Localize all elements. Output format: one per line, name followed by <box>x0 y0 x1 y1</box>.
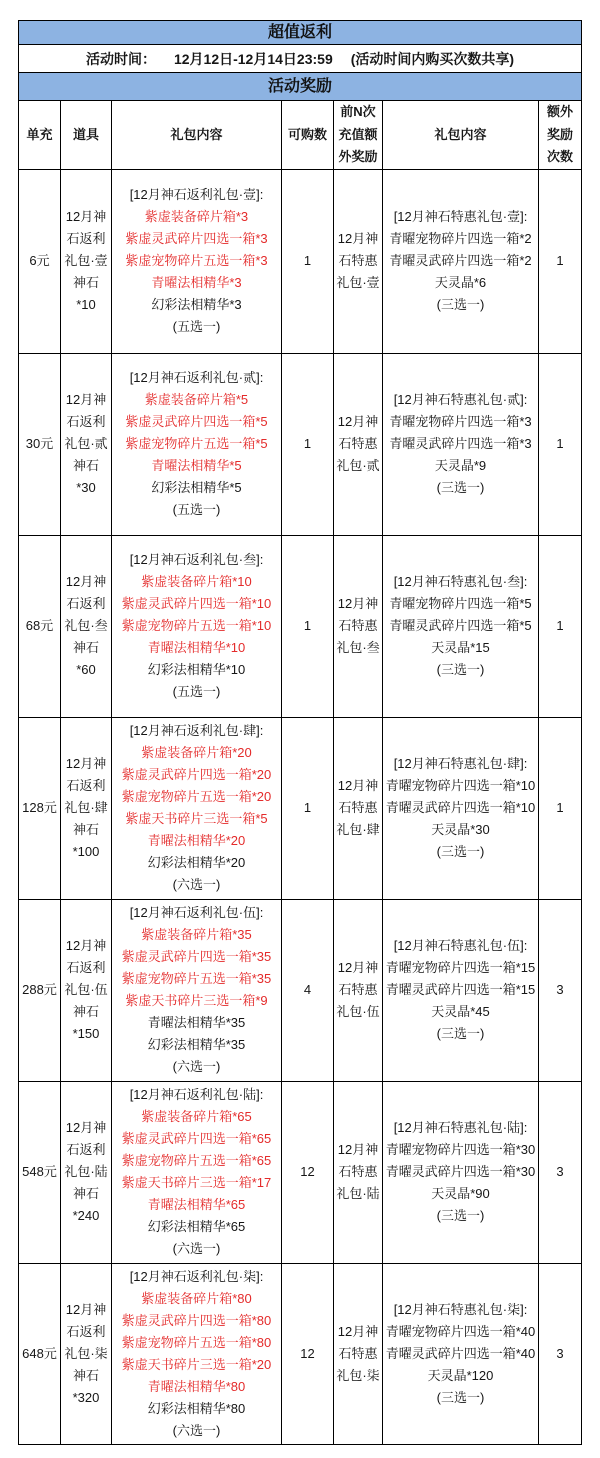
table-row <box>19 1263 582 1444</box>
purchasable-count: 1 <box>282 717 334 899</box>
bonus-pack-name-line: 12月神 <box>337 960 379 975</box>
bonus-pack-title: [12月神石特惠礼包·壹]: <box>393 209 528 224</box>
table-row <box>19 535 582 717</box>
bonus-pack-choice-note: (三选一) <box>436 1026 485 1041</box>
item-line: 石返利 <box>66 1142 106 1157</box>
purchasable-count: 1 <box>282 535 334 717</box>
item-line: *240 <box>72 1208 100 1223</box>
bonus-pack-item: 天灵晶*120 <box>427 1367 494 1383</box>
header-bonus-pack <box>334 101 383 170</box>
bonus-pack-name-line: 石特惠 <box>338 800 378 815</box>
section-banner: 活动奖励 <box>19 73 582 101</box>
item-line: 礼包·陆 <box>64 1164 108 1179</box>
pack-contents-cell <box>112 899 282 1081</box>
item-line: 礼包·叁 <box>64 618 108 633</box>
bonus-pack-contents-cell <box>383 717 539 899</box>
header-purchasable: 可购数 <box>282 101 334 170</box>
item-line: 石返利 <box>66 778 106 793</box>
bonus-pack-item: 青曜灵武碎片四选一箱*3 <box>389 436 532 451</box>
item-line: 礼包·贰 <box>64 436 108 451</box>
pack-item: 幻彩法相精华*65 <box>147 1219 246 1234</box>
item-line: 神石 <box>72 458 99 473</box>
pack-item: 青曜法相精华*5 <box>151 458 242 473</box>
bonus-pack-name-line: 石特惠 <box>338 253 378 268</box>
pack-item: 紫虚装备碎片箱*35 <box>141 927 252 942</box>
item-line: 12月神 <box>65 1120 107 1135</box>
bonus-pack-item: 青曜宠物碎片四选一箱*10 <box>385 778 536 793</box>
item-line: 礼包·伍 <box>64 982 108 997</box>
bonus-pack-title: [12月神石特惠礼包·伍]: <box>393 938 528 953</box>
header-extra-times-line: 奖励 <box>547 126 574 142</box>
bonus-pack-name-cell <box>334 1081 383 1263</box>
table-row <box>19 717 582 899</box>
bonus-pack-item: 青曜灵武碎片四选一箱*2 <box>389 253 532 268</box>
bonus-pack-name-line: 礼包·柒 <box>336 1367 380 1383</box>
bonus-pack-item: 天灵晶*45 <box>431 1004 490 1019</box>
bonus-pack-name-line: 12月神 <box>337 778 379 793</box>
bonus-pack-name-line: 12月神 <box>337 596 379 611</box>
bonus-pack-item: 青曜灵武碎片四选一箱*30 <box>385 1164 536 1179</box>
pack-item: 紫虚灵武碎片四选一箱*5 <box>125 414 268 429</box>
pack-choice-note: (六选一) <box>172 1241 221 1256</box>
extra-reward-times: 3 <box>539 1263 582 1444</box>
pack-item: 紫虚宠物碎片五选一箱*35 <box>121 971 272 986</box>
pack-item: 幻彩法相精华*5 <box>151 480 242 495</box>
title-banner: 超值返利 <box>19 21 582 45</box>
extra-reward-times: 1 <box>539 717 582 899</box>
pack-item: 紫虚宠物碎片五选一箱*5 <box>125 436 268 451</box>
pack-title: [12月神石返利礼包·壹]: <box>129 187 264 202</box>
bonus-pack-name-line: 12月神 <box>337 1323 379 1339</box>
pack-choice-note: (五选一) <box>172 319 221 334</box>
item-cell <box>61 717 112 899</box>
header-bonus-contents: 礼包内容 <box>383 101 539 170</box>
item-line: 12月神 <box>65 756 107 771</box>
bonus-pack-item: 天灵晶*30 <box>431 822 490 837</box>
pack-choice-note: (六选一) <box>172 1059 221 1074</box>
item-cell <box>61 353 112 535</box>
pack-item: 紫虚装备碎片箱*10 <box>141 574 252 589</box>
pack-item: 紫虚灵武碎片四选一箱*80 <box>121 1312 272 1328</box>
table-row <box>19 899 582 1081</box>
bonus-pack-item: 青曜宠物碎片四选一箱*40 <box>385 1323 536 1339</box>
pack-contents-cell <box>112 1081 282 1263</box>
event-time-range: 12月12日-12月14日23:59 <box>173 50 333 67</box>
pack-title: [12月神石返利礼包·柒]: <box>129 1268 264 1284</box>
section-row <box>19 73 582 101</box>
pack-item: 紫虚天书碎片三选一箱*9 <box>125 993 268 1008</box>
header-item: 道具 <box>61 101 112 170</box>
bonus-pack-name-cell <box>334 169 383 353</box>
pack-title: [12月神石返利礼包·叁]: <box>129 552 264 567</box>
bonus-pack-item: 青曜宠物碎片四选一箱*15 <box>385 960 536 975</box>
pack-item: 紫虚天书碎片三选一箱*20 <box>121 1356 272 1372</box>
pack-item: 青曜法相精华*20 <box>147 833 246 848</box>
bonus-pack-name-line: 礼包·肆 <box>336 822 380 837</box>
bonus-pack-contents-cell <box>383 899 539 1081</box>
purchasable-count: 12 <box>282 1081 334 1263</box>
bonus-pack-name-line: 石特惠 <box>338 982 378 997</box>
table-header-block <box>19 21 582 170</box>
pack-item: 紫虚宠物碎片五选一箱*80 <box>121 1334 272 1350</box>
bonus-pack-name-line: 12月神 <box>337 414 379 429</box>
table-row <box>19 1081 582 1263</box>
header-extra-times-line: 额外 <box>547 104 574 119</box>
bonus-pack-item: 青曜宠物碎片四选一箱*5 <box>389 596 532 611</box>
pack-item: 紫虚天书碎片三选一箱*17 <box>121 1175 272 1190</box>
event-time-note: (活动时间内购买次数共享) <box>350 50 515 67</box>
event-time-cell <box>19 45 582 73</box>
pack-item: 紫虚装备碎片箱*3 <box>144 209 249 224</box>
bonus-pack-item: 青曜宠物碎片四选一箱*30 <box>385 1142 536 1157</box>
item-line: 神石 <box>72 1004 99 1019</box>
bonus-pack-item: 青曜宠物碎片四选一箱*2 <box>389 231 532 246</box>
bonus-pack-choice-note: (三选一) <box>436 1389 485 1405</box>
bonus-pack-choice-note: (三选一) <box>436 844 485 859</box>
header-extra-times-line: 次数 <box>547 149 574 164</box>
extra-reward-times: 3 <box>539 1081 582 1263</box>
bonus-pack-item: 青曜灵武碎片四选一箱*10 <box>385 800 536 815</box>
extra-reward-times: 1 <box>539 353 582 535</box>
pack-item: 幻彩法相精华*3 <box>151 297 242 312</box>
item-line: 礼包·壹 <box>64 253 108 268</box>
pack-item: 幻彩法相精华*10 <box>147 662 246 677</box>
bonus-pack-name-line: 12月神 <box>337 1142 379 1157</box>
reward-rows <box>19 169 582 1444</box>
item-line: 神石 <box>72 1186 99 1201</box>
bonus-pack-choice-note: (三选一) <box>436 297 485 312</box>
pack-contents-cell <box>112 1263 282 1444</box>
bonus-pack-name-line: 12月神 <box>337 231 379 246</box>
extra-reward-times: 1 <box>539 169 582 353</box>
pack-item: 紫虚宠物碎片五选一箱*20 <box>121 789 272 804</box>
bonus-pack-item: 天灵晶*9 <box>434 458 487 473</box>
pack-item: 青曜法相精华*65 <box>147 1197 246 1212</box>
bonus-pack-name-line: 礼包·陆 <box>336 1186 380 1201</box>
pack-contents-cell <box>112 535 282 717</box>
recharge-amount: 68元 <box>19 535 61 717</box>
pack-item: 紫虚灵武碎片四选一箱*35 <box>121 949 272 964</box>
header-bonus-pack-line: 前N次 <box>340 104 376 119</box>
item-line: 神石 <box>72 822 99 837</box>
extra-reward-times: 1 <box>539 535 582 717</box>
item-cell <box>61 899 112 1081</box>
pack-item: 紫虚灵武碎片四选一箱*20 <box>121 767 272 782</box>
item-line: 12月神 <box>65 392 107 407</box>
item-line: 神石 <box>72 275 99 290</box>
item-cell <box>61 535 112 717</box>
bonus-pack-item: 青曜宠物碎片四选一箱*3 <box>389 414 532 429</box>
bonus-pack-item: 青曜灵武碎片四选一箱*40 <box>385 1345 536 1361</box>
bonus-pack-title: [12月神石特惠礼包·陆]: <box>393 1120 528 1135</box>
event-time-label: 活动时间： <box>85 50 156 67</box>
pack-contents-cell <box>112 717 282 899</box>
bonus-pack-name-line: 礼包·壹 <box>336 275 380 290</box>
bonus-pack-contents-cell <box>383 353 539 535</box>
pack-title: [12月神石返利礼包·贰]: <box>129 370 264 385</box>
pack-item: 紫虚装备碎片箱*80 <box>141 1290 252 1306</box>
bonus-pack-name-line: 石特惠 <box>338 1345 378 1361</box>
item-line: 12月神 <box>65 1301 107 1317</box>
pack-title: [12月神石返利礼包·伍]: <box>129 905 264 920</box>
recharge-amount: 548元 <box>19 1081 61 1263</box>
pack-item: 青曜法相精华*35 <box>147 1015 246 1030</box>
pack-item: 紫虚天书碎片三选一箱*5 <box>125 811 268 826</box>
bonus-pack-contents-cell <box>383 169 539 353</box>
pack-item: 紫虚装备碎片箱*65 <box>141 1109 252 1124</box>
pack-item: 紫虚灵武碎片四选一箱*3 <box>125 231 268 246</box>
bonus-pack-choice-note: (三选一) <box>436 480 485 495</box>
pack-title: [12月神石返利礼包·肆]: <box>129 723 264 738</box>
item-line: 神石 <box>72 640 99 655</box>
column-header-row <box>19 101 582 170</box>
item-cell <box>61 1263 112 1444</box>
bonus-pack-name-line: 礼包·伍 <box>336 1004 380 1019</box>
header-recharge: 单充 <box>19 101 61 170</box>
table-row <box>19 353 582 535</box>
item-line: *10 <box>76 297 96 312</box>
item-line: *150 <box>72 1026 100 1041</box>
bonus-pack-name-line: 石特惠 <box>338 618 378 633</box>
bonus-pack-title: [12月神石特惠礼包·叁]: <box>393 574 528 589</box>
bonus-pack-name-cell <box>334 353 383 535</box>
item-cell <box>61 169 112 353</box>
bonus-pack-item: 青曜灵武碎片四选一箱*15 <box>385 982 536 997</box>
bonus-pack-title: [12月神石特惠礼包·贰]: <box>393 392 528 407</box>
bonus-pack-name-line: 石特惠 <box>338 436 378 451</box>
pack-item: 紫虚灵武碎片四选一箱*10 <box>121 596 272 611</box>
bonus-pack-title: [12月神石特惠礼包·肆]: <box>393 756 528 771</box>
purchasable-count: 1 <box>282 169 334 353</box>
bonus-pack-name-line: 礼包·叁 <box>336 640 380 655</box>
bonus-pack-choice-note: (三选一) <box>436 1208 485 1223</box>
item-line: *100 <box>72 844 100 859</box>
pack-contents-cell <box>112 353 282 535</box>
extra-reward-times: 3 <box>539 899 582 1081</box>
pack-item: 紫虚宠物碎片五选一箱*10 <box>121 618 272 633</box>
item-line: 石返利 <box>66 960 106 975</box>
pack-item: 青曜法相精华*10 <box>147 640 246 655</box>
item-line: 石返利 <box>66 414 106 429</box>
header-extra-times <box>539 101 582 170</box>
item-line: *320 <box>72 1389 100 1405</box>
pack-item: 幻彩法相精华*20 <box>147 855 246 870</box>
pack-item: 青曜法相精华*3 <box>151 275 242 290</box>
bonus-pack-name-cell <box>334 535 383 717</box>
pack-choice-note: (六选一) <box>172 877 221 892</box>
header-bonus-pack-line: 充值额 <box>338 126 378 142</box>
bonus-pack-contents-cell <box>383 1263 539 1444</box>
pack-item: 紫虚宠物碎片五选一箱*3 <box>125 253 268 268</box>
bonus-pack-item: 天灵晶*15 <box>431 640 490 655</box>
item-line: 12月神 <box>65 938 107 953</box>
item-line: 石返利 <box>66 231 106 246</box>
bonus-pack-item: 天灵晶*90 <box>431 1186 490 1201</box>
pack-item: 紫虚装备碎片箱*20 <box>141 745 252 760</box>
item-line: 石返利 <box>66 596 106 611</box>
bonus-pack-choice-note: (三选一) <box>436 662 485 677</box>
purchasable-count: 4 <box>282 899 334 1081</box>
event-time-row <box>19 45 582 73</box>
recharge-amount: 648元 <box>19 1263 61 1444</box>
item-line: *60 <box>76 662 96 677</box>
pack-item: 幻彩法相精华*35 <box>147 1037 246 1052</box>
pack-choice-note: (五选一) <box>172 502 221 517</box>
pack-choice-note: (六选一) <box>172 1422 221 1438</box>
bonus-pack-name-cell <box>334 717 383 899</box>
item-cell <box>61 1081 112 1263</box>
table-row <box>19 169 582 353</box>
item-line: 神石 <box>72 1367 99 1383</box>
pack-item: 幻彩法相精华*80 <box>147 1400 246 1416</box>
bonus-pack-item: 天灵晶*6 <box>434 275 487 290</box>
bonus-pack-contents-cell <box>383 1081 539 1263</box>
purchasable-count: 1 <box>282 353 334 535</box>
bonus-pack-title: [12月神石特惠礼包·柒]: <box>393 1301 528 1317</box>
pack-choice-note: (五选一) <box>172 684 221 699</box>
recharge-amount: 128元 <box>19 717 61 899</box>
pack-contents-cell <box>112 169 282 353</box>
pack-item: 青曜法相精华*80 <box>147 1378 246 1394</box>
bonus-pack-name-cell <box>334 1263 383 1444</box>
pack-item: 紫虚灵武碎片四选一箱*65 <box>121 1131 272 1146</box>
item-line: *30 <box>76 480 96 495</box>
recharge-amount: 6元 <box>19 169 61 353</box>
bonus-pack-contents-cell <box>383 535 539 717</box>
title-row <box>19 21 582 45</box>
recharge-amount: 30元 <box>19 353 61 535</box>
bonus-pack-item: 青曜灵武碎片四选一箱*5 <box>389 618 532 633</box>
header-bonus-pack-line: 外奖励 <box>338 149 378 164</box>
pack-item: 紫虚宠物碎片五选一箱*65 <box>121 1153 272 1168</box>
item-line: 礼包·肆 <box>64 800 108 815</box>
item-line: 礼包·柒 <box>64 1345 108 1361</box>
item-line: 石返利 <box>66 1323 106 1339</box>
pack-title: [12月神石返利礼包·陆]: <box>129 1087 264 1102</box>
bonus-pack-name-cell <box>334 899 383 1081</box>
bonus-pack-name-line: 石特惠 <box>338 1164 378 1179</box>
recharge-amount: 288元 <box>19 899 61 1081</box>
item-line: 12月神 <box>65 209 107 224</box>
pack-item: 紫虚装备碎片箱*5 <box>144 392 249 407</box>
header-pack-contents: 礼包内容 <box>112 101 282 170</box>
bonus-pack-name-line: 礼包·贰 <box>336 458 380 473</box>
item-line: 12月神 <box>65 574 107 589</box>
purchasable-count: 12 <box>282 1263 334 1444</box>
reward-table <box>18 20 582 1445</box>
